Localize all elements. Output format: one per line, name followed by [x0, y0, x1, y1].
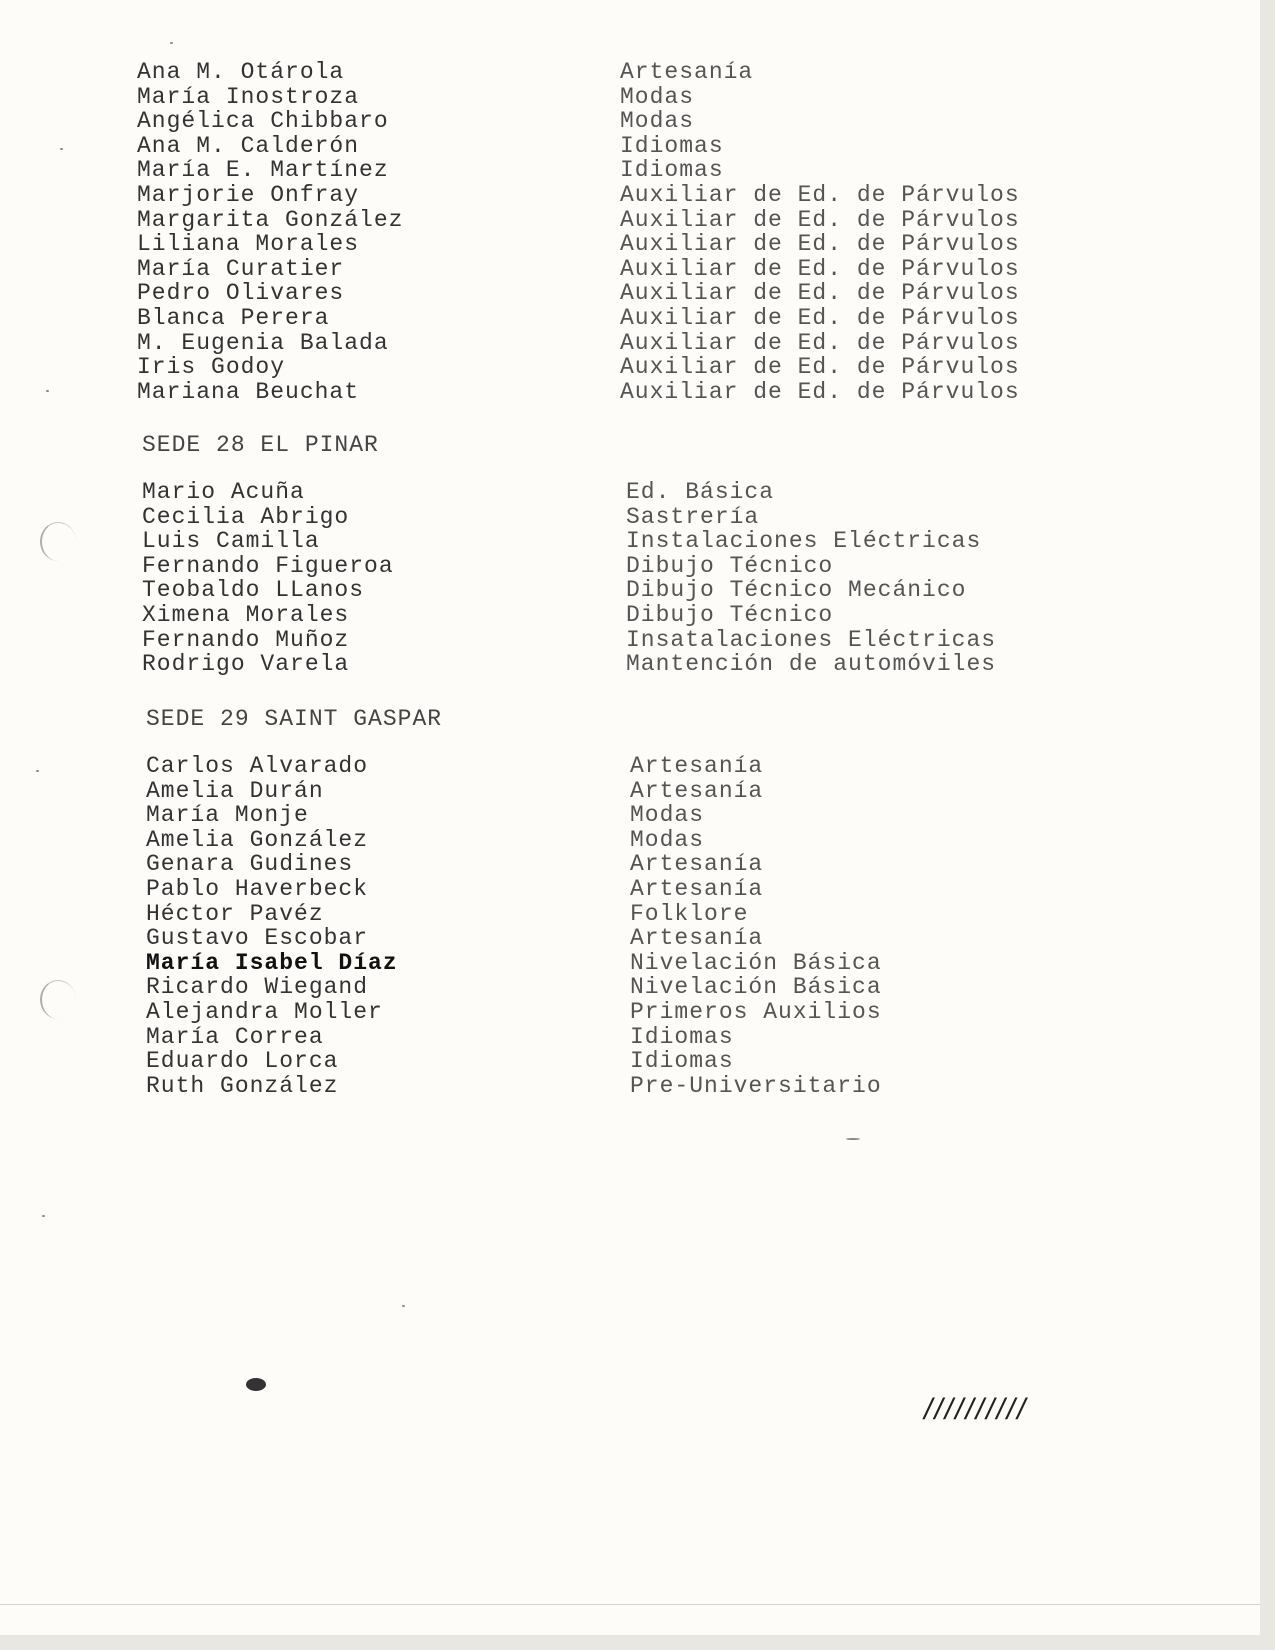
course-name: Dibujo Técnico: [626, 552, 834, 579]
course-name: Modas: [620, 108, 695, 135]
participant-name: Teobaldo LLanos: [142, 577, 365, 604]
course-name: Dibujo Técnico: [626, 602, 834, 628]
course-name: Auxiliar de Ed. de Párvulos: [620, 354, 1020, 381]
participant-name: María Monje: [146, 802, 309, 829]
participant-name: Iris Godoy: [137, 354, 286, 381]
participant-name: Mariana Beuchat: [137, 378, 360, 405]
punch-hole: [40, 522, 76, 561]
participant-name: Cecilia Abrigo: [142, 503, 350, 530]
participant-name: Luis Camilla: [142, 528, 320, 555]
participant-name: Eduardo Lorca: [146, 1048, 339, 1075]
participant-name: Ruth González: [146, 1072, 339, 1099]
participant-name: Angélica Chibbaro: [137, 108, 389, 135]
course-name: Ed. Básica: [626, 479, 775, 505]
participant-name: María E. Martínez: [137, 157, 389, 184]
course-name: Sastrería: [626, 503, 760, 530]
participant-name: María Correa: [146, 1023, 324, 1050]
end-marks: //////////: [924, 1393, 1028, 1426]
course-name: Modas: [630, 826, 705, 853]
participant-name: Margarita González: [137, 206, 404, 233]
participant-name: Héctor Pavéz: [146, 900, 324, 927]
participant-name: Carlos Alvarado: [146, 753, 369, 779]
participant-name: Liliana Morales: [137, 231, 360, 258]
course-name: Auxiliar de Ed. de Párvulos: [620, 255, 1020, 282]
course-name: Artesanía: [630, 753, 764, 779]
course-name: Auxiliar de Ed. de Párvulos: [620, 182, 1020, 208]
participant-name: Pablo Haverbeck: [146, 876, 369, 902]
participant-name: Marjorie Onfray: [137, 182, 360, 208]
participant-name: Pedro Olivares: [137, 280, 345, 307]
course-name: Primeros Auxilios: [630, 999, 882, 1025]
participant-name: Fernando Figueroa: [142, 552, 394, 579]
course-name: Nivelación Básica: [630, 949, 882, 976]
course-name: Folklore: [630, 900, 749, 927]
participant-name: Ximena Morales: [142, 602, 350, 628]
participant-name: Ricardo Wiegand: [146, 974, 369, 1001]
participant-name: Fernando Muñoz: [142, 626, 350, 653]
course-name: Idiomas: [620, 132, 724, 159]
course-name: Artesanía: [630, 925, 764, 952]
course-name: Auxiliar de Ed. de Párvulos: [620, 305, 1020, 331]
course-name: Pre-Universitario: [630, 1072, 882, 1099]
paper-speck: [46, 390, 49, 392]
course-name: Idiomas: [630, 1048, 734, 1075]
course-name: Auxiliar de Ed. de Párvulos: [620, 378, 1020, 405]
course-name: Modas: [630, 802, 705, 829]
participant-name: Genara Gudines: [146, 851, 354, 878]
ink-blot: [246, 1378, 266, 1391]
course-name: Insatalaciones Eléctricas: [626, 626, 997, 653]
participant-name: Amelia González: [146, 826, 369, 853]
course-name: Artesanía: [630, 851, 764, 878]
course-name: Idiomas: [620, 157, 724, 184]
participant-name: Gustavo Escobar: [146, 925, 369, 952]
participant-name: Blanca Perera: [137, 305, 330, 331]
paper-speck: [402, 1305, 405, 1307]
paper-speck: [170, 42, 173, 44]
participant-name: Rodrigo Varela: [142, 651, 350, 678]
course-name: Instalaciones Eléctricas: [626, 528, 982, 555]
participant-name: M. Eugenia Balada: [137, 329, 389, 356]
course-name: Auxiliar de Ed. de Párvulos: [620, 231, 1020, 258]
section-heading: SEDE 28 EL PINAR: [142, 432, 379, 458]
course-name: Mantención de automóviles: [626, 651, 997, 678]
participant-name: Amelia Durán: [146, 777, 324, 804]
course-name: Auxiliar de Ed. de Párvulos: [620, 206, 1020, 233]
course-name: Idiomas: [630, 1023, 734, 1050]
course-name: Artesanía: [630, 876, 764, 902]
paper-speck: [42, 1215, 45, 1217]
course-name: Auxiliar de Ed. de Párvulos: [620, 280, 1020, 307]
punch-hole: [40, 980, 76, 1019]
participant-name: Alejandra Moller: [146, 999, 383, 1025]
participant-name: María Curatier: [137, 255, 345, 282]
participant-name: Ana M. Calderón: [137, 132, 360, 159]
section-heading: SEDE 29 SAINT GASPAR: [146, 706, 443, 732]
paper-speck: [846, 1138, 860, 1140]
paper-speck: [36, 770, 39, 772]
course-name: Auxiliar de Ed. de Párvulos: [620, 329, 1020, 356]
participant-name: Mario Acuña: [142, 479, 305, 505]
course-name: Artesanía: [620, 59, 754, 85]
paper-speck: [60, 148, 63, 150]
participant-name: María Isabel Díaz: [146, 949, 398, 976]
participant-name: María Inostroza: [137, 83, 360, 110]
participant-name: Ana M. Otárola: [137, 59, 345, 85]
course-name: Modas: [620, 83, 695, 110]
course-name: Artesanía: [630, 777, 764, 804]
course-name: Nivelación Básica: [630, 974, 882, 1001]
course-name: Dibujo Técnico Mecánico: [626, 577, 967, 604]
